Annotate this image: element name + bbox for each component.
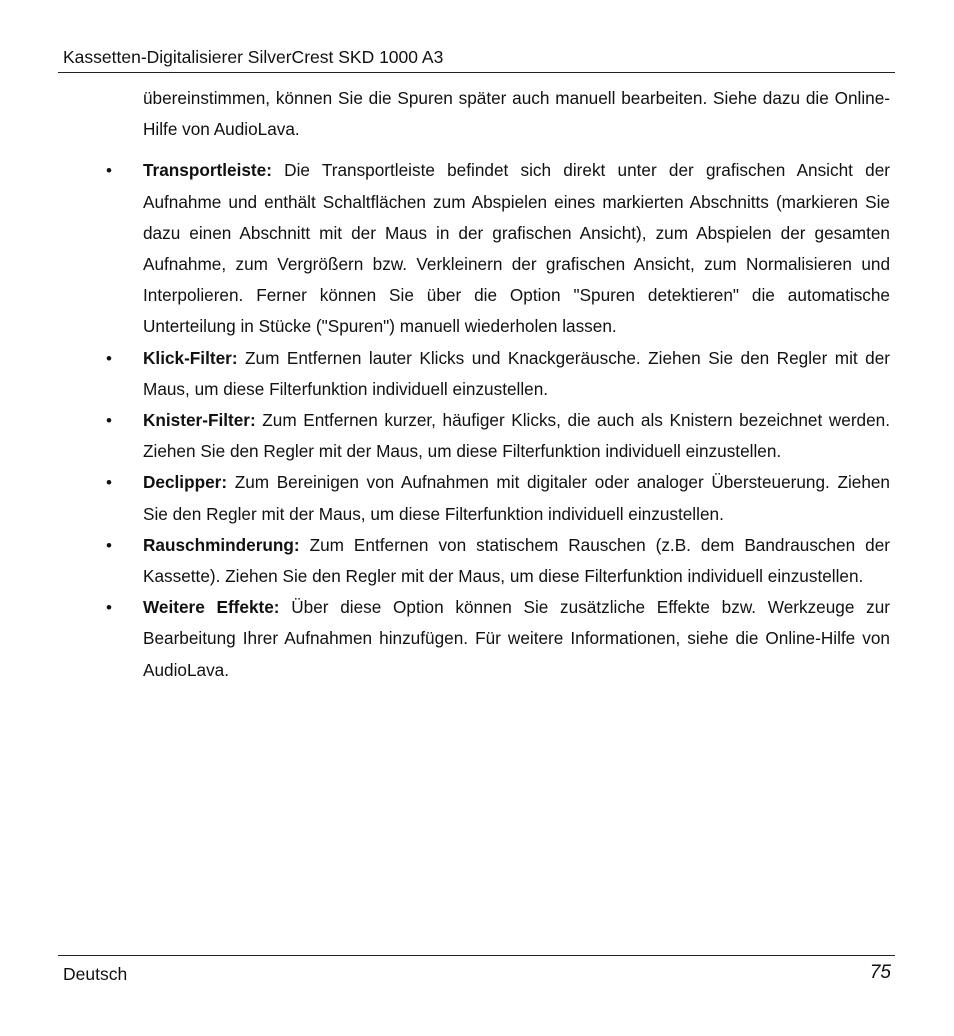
footer-language: Deutsch <box>63 964 128 984</box>
list-item-text: Die Transportleiste befindet sich direkt unter der grafischen Ansicht der Aufnahme und enthält Schaltflächen zum Abspielen eines markierten Abschnitts (markieren Sie dazu einen Abschnitt mit der Maus in der grafischen Ansicht), zum Abspielen der gesamten Aufnahme, zum Vergrößern bzw. Verkleinern der grafischen Ansicht, zum Normalisieren und Interpolieren. Ferner können Sie über die Option "Spuren detektieren" die automatische Unterteilung in Stücke ("Spuren") manuell wiederholen lassen. <box>143 160 890 337</box>
list-item-transportleiste <box>106 155 890 342</box>
list-item-term: Transportleiste: <box>143 160 272 181</box>
bullet-icon: • <box>106 161 112 181</box>
list-item-term: Weitere Effekte: <box>143 597 280 618</box>
bullet-icon: • <box>106 348 112 368</box>
list-item-rauschminderung <box>106 530 890 592</box>
list-item-term: Declipper: <box>143 472 228 493</box>
bullet-icon: • <box>106 535 112 555</box>
list-item-knister-filter <box>106 405 890 467</box>
page-number: 75 <box>869 962 891 983</box>
list-item-declipper <box>106 467 890 529</box>
intro-paragraph: übereinstimmen, können Sie die Spuren später auch manuell bearbeiten. Siehe dazu die Online-Hilfe von AudioLava. <box>143 88 890 140</box>
list-item-text: Zum Entfernen kurzer, häufiger Klicks, die auch als Knistern bezeichnet werden. Ziehen Sie den Regler mit der Maus, um diese Filterfunktion individuell einzustellen. <box>143 410 890 462</box>
list-item-klick-filter <box>106 343 890 405</box>
bullet-icon: • <box>106 473 112 493</box>
list-item-text: Über diese Option können Sie zusätzliche Effekte bzw. Werkzeuge zur Bearbeitung Ihrer Aufnahmen hinzufügen. Für weitere Informationen, siehe die Online-Hilfe von AudioLava. <box>143 597 890 680</box>
list-item-weitere-effekte <box>106 592 890 686</box>
list-item-text: Zum Entfernen lauter Klicks und Knackgeräusche. Ziehen Sie den Regler mit der Maus, um diese Filterfunktion individuell einzustellen. <box>143 347 890 399</box>
list-item-term: Klick-Filter: <box>143 347 238 368</box>
page-body <box>106 83 890 686</box>
footer-divider <box>58 955 895 956</box>
list-item-text: Zum Bereinigen von Aufnahmen mit digitaler oder analoger Übersteuerung. Ziehen Sie den Regler mit der Maus, um diese Filterfunktion individuell einzustellen. <box>143 472 890 524</box>
list-item-term: Rauschminderung: <box>143 534 300 555</box>
list-item-term: Knister-Filter: <box>143 410 256 431</box>
page-header-title: Kassetten-Digitalisierer SilverCrest SKD 1000 A3 <box>63 47 444 67</box>
list-item-text: Zum Entfernen von statischem Rauschen (z.B. dem Bandrauschen der Kassette). Ziehen Sie den Regler mit der Maus, um diese Filterfunktion individuell einzustellen. <box>143 534 890 587</box>
header-divider <box>58 72 895 73</box>
bullet-icon: • <box>106 411 112 431</box>
bullet-icon: • <box>106 598 112 618</box>
